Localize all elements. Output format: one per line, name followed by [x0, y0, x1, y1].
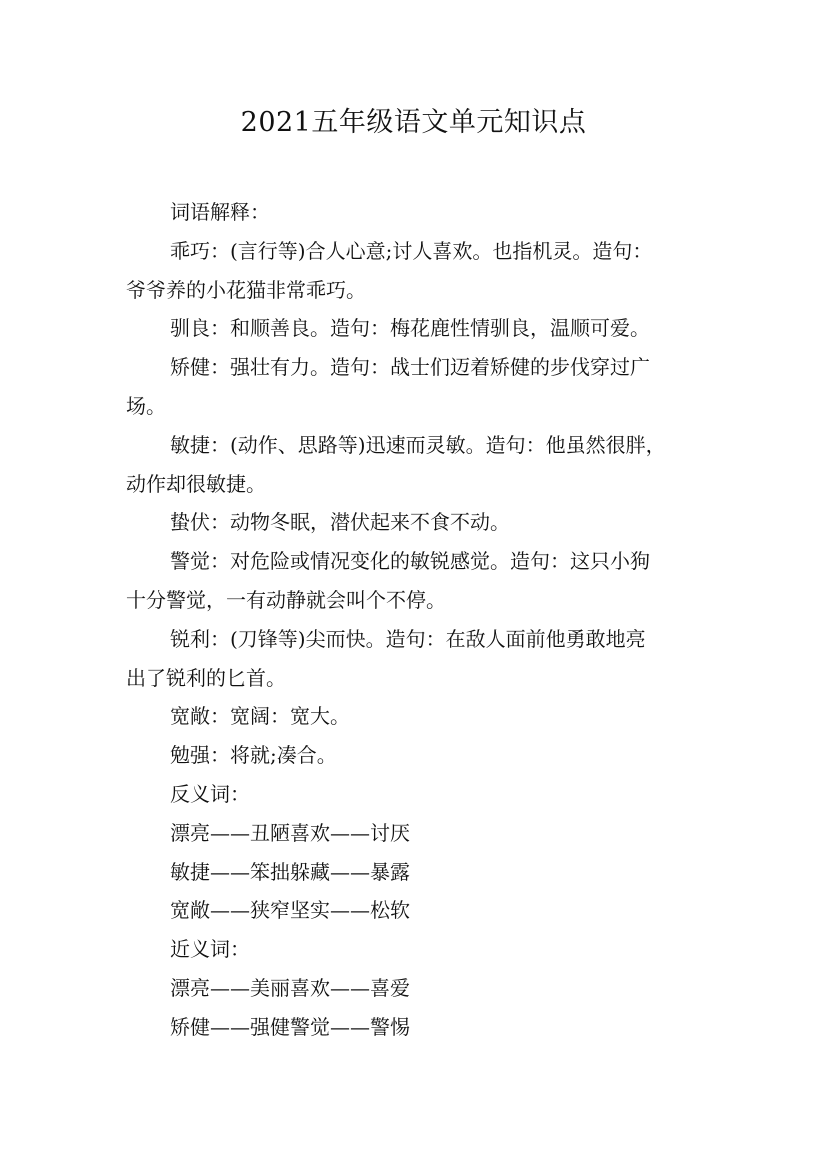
paragraph-line: 敏捷：(动作、思路等)迅速而灵敏。造句：他虽然很胖， [170, 432, 666, 457]
paragraph-line: 动作却很敏捷。 [126, 471, 266, 496]
synonym-pair-line: 矫健——强健警觉——警惕 [170, 1014, 410, 1039]
section-heading-word-explanations: 词语解释： [170, 200, 270, 224]
paragraph-line: 驯良：和顺善良。造句：梅花鹿性情驯良，温顺可爱。 [170, 316, 650, 341]
paragraph-line: 爷爷养的小花猫非常乖巧。 [126, 277, 366, 302]
paragraph-line: 出了锐利的匕首。 [126, 665, 286, 690]
paragraph-line: 勉强：将就;凑合。 [170, 743, 337, 768]
paragraph-line: 蛰伏：动物冬眠，潜伏起来不食不动。 [170, 510, 510, 535]
paragraph-line: 十分警觉，一有动静就会叫个不停。 [126, 587, 446, 612]
section-heading-antonyms: 反义词： [170, 781, 250, 806]
paragraph-line: 宽敞：宽阔：宽大。 [170, 704, 350, 729]
paragraph-line: 场。 [126, 393, 166, 418]
antonym-pair-line: 漂亮——丑陋喜欢——讨厌 [170, 820, 410, 845]
paragraph-line: 锐利：(刀锋等)尖而快。造句：在敌人面前他勇敢地亮 [170, 626, 646, 651]
document-body [126, 193, 718, 1047]
synonym-pair-line: 漂亮——美丽喜欢——喜爱 [170, 975, 410, 1000]
paragraph-line: 矫健：强壮有力。造句：战士们迈着矫健的步伐穿过广 [170, 355, 650, 380]
paragraph-line: 乖巧：(言行等)合人心意;讨人喜欢。也指机灵。造句： [170, 238, 653, 263]
paragraph-line: 警觉：对危险或情况变化的敏锐感觉。造句：这只小狗 [170, 549, 650, 574]
section-heading-synonyms: 近义词： [170, 937, 250, 962]
page-title: 2021五年级语文单元知识点 [240, 107, 587, 138]
antonym-pair-line: 宽敞——狭窄坚实——松软 [170, 898, 410, 923]
antonym-pair-line: 敏捷——笨拙躲藏——暴露 [170, 859, 410, 884]
